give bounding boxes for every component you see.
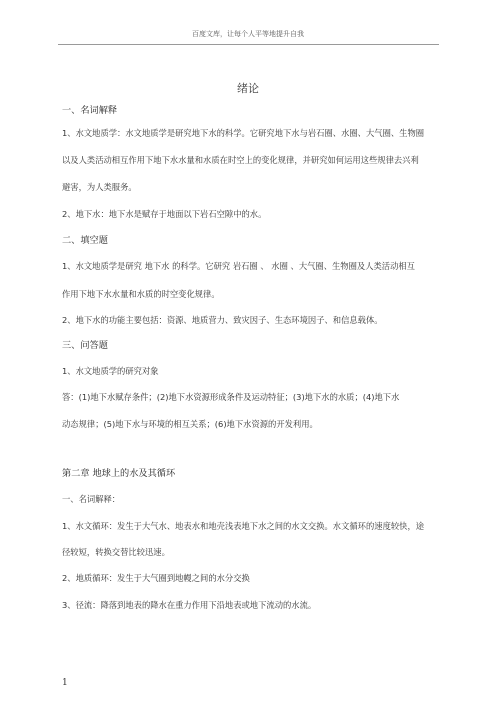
text-line: 以及人类活动相互作用下地下水水量和水质在时空上的变化规律，并研究如何运用这些规律去兴利 xyxy=(62,155,419,165)
text-line: 作用下地下水水量和水质的时空变化规律。 xyxy=(62,289,220,299)
text-line: 1、水文地质学的研究对象 xyxy=(62,366,159,376)
text-line: 2、地下水的功能主要包括：资源、地质营力、致灾因子、生态环境因子、和信息载体。 xyxy=(62,315,383,325)
text-line: 径较短，转换交替比较迅速。 xyxy=(62,547,170,557)
text-line: 避害，为人类服务。 xyxy=(62,182,137,192)
text-line: 动态规律；(5)地下水与环境的相互关系；(6)地下水资源的开发利用。 xyxy=(62,419,318,429)
section-heading: 三、问答题 xyxy=(62,340,108,351)
text-line: 一、名词解释： xyxy=(62,494,121,504)
page-header: 百度文库，让每个人平等地提升自我 xyxy=(192,30,304,38)
text-line: 2、地质循环：发生于大气圈到地幔之间的水分交换 xyxy=(62,573,250,583)
page-number: 1 xyxy=(62,678,68,688)
header-divider xyxy=(58,44,439,45)
text-line: 1、水文地质学是研究 地下水 的科学。它研究 岩石圈 、 水圈 、大气圈、生物圈及人类活动相互 xyxy=(62,261,415,271)
chapter-heading: 第二章 地球上的水及其循环 xyxy=(62,468,176,479)
text-line: 1、水文循环：发生于大气水、地表水和地壳浅表地下水之间的水文交换。水文循环的速度较快，途 xyxy=(62,521,425,531)
text-line: 1、水文地质学：水文地质学是研究地下水的科学。它研究地下水与岩石圈、水圈、大气圈、生物圈 xyxy=(62,128,425,138)
section-heading: 二、填空题 xyxy=(62,235,108,246)
text-line: 2、地下水：地下水是赋存于地面以下岩石空隙中的水。 xyxy=(62,209,267,219)
text-line: 答：(1)地下水赋存条件；(2)地下水资源形成条件及运动特征；(3)地下水的水质；(4)地下水 xyxy=(62,392,400,402)
text-line: 3、径流：降落到地表的降水在重力作用下沿地表或地下流动的水流。 xyxy=(62,600,317,610)
section-heading: 一、名词解释 xyxy=(62,105,118,116)
page-title: 绪论 xyxy=(237,82,259,95)
